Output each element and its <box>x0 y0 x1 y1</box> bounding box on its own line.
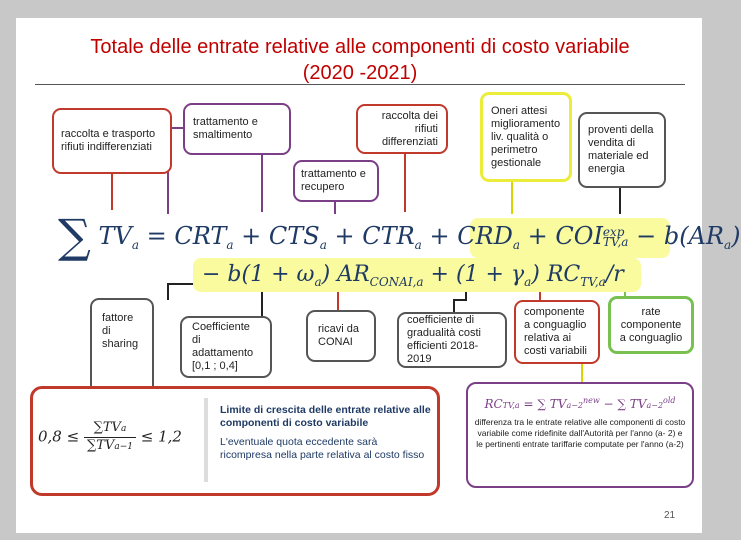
box-differenza <box>466 382 694 488</box>
formula-line-1: ∑ $TV_a = CRT_a + CTS_a + CTR_a + CRD_a$ + COI exp TV,a − $b(AR_a)$ <box>58 209 741 263</box>
page-number: 21 <box>664 510 676 521</box>
box-coefficiente-adattamento <box>180 316 272 378</box>
box-coefficiente-gradualita <box>397 312 507 368</box>
formula-line-2: − $b(1 + \omega_a)$ $AR_{CONAI,a} + (1 + \gamma_a)$ $RC_{TV,a}/r$ <box>202 262 624 289</box>
box-label: rate componente a conguaglio <box>619 305 683 344</box>
box-oneri-attesi <box>480 92 572 182</box>
box-trattamento-smaltimento <box>183 103 291 155</box>
box-label: fattore di sharing <box>102 312 139 350</box>
box-label: trattamento e smaltimento <box>193 116 258 141</box>
box-label: ricavi da CONAI <box>318 323 359 348</box>
diff-description: differenza tra le entrate relative alle componenti di costo variabile come ridefinite dall'Autorità per l'anno (a- 2) e le pertinenti entrate tariffarie computate per l'anno (a-2) <box>474 417 686 449</box>
box-raccolta-differenziati <box>356 104 448 154</box>
box-label: coefficiente di gradualità costi efficienti 2018-2019 <box>407 314 481 365</box>
limit-box-separator <box>204 398 208 482</box>
box-trattamento-recupero <box>293 160 379 202</box>
box-label: Oneri attesi miglioramento liv. qualità o perimetro gestionale <box>491 104 561 169</box>
limit-upper-bound: ≤ 1,2 <box>140 427 182 446</box>
rc-formula: RCTV,a = ∑ $TVa-2^{new}$ − ∑ $TVa-2^{old}$ <box>484 396 676 411</box>
box-label: trattamento e recupero <box>301 168 366 193</box>
box-ricavi-conai <box>306 310 376 362</box>
box-label: componente a conguaglio relativa ai costi variabili <box>524 306 587 357</box>
slide-title-line2: (2020 -2021) <box>302 62 418 84</box>
box-label: proventi della vendita di materiale ed energia <box>588 124 654 175</box>
limit-lower-bound: 0,8 ≤ <box>38 427 80 446</box>
limit-formula: 0,8 ≤ ∑TVa ∑TVa−1 ≤ 1,2 <box>38 420 182 453</box>
box-label: Coefficiente di adattamento [0,1 ; 0,4] <box>192 321 254 372</box>
limit-note: L'eventuale quota eccedente sarà ricompresa nella parte relativa al costo fisso <box>220 436 425 461</box>
box-raccolta-trasporto <box>52 108 172 174</box>
box-proventi <box>578 112 666 188</box>
box-label: raccolta dei rifiuti differenziati <box>381 109 438 148</box>
box-componente-conguaglio-costi <box>514 300 600 364</box>
limit-heading: Limite di crescita delle entrate relative alle componenti di costo variabile <box>220 404 431 429</box>
box-rate-componente <box>608 296 694 354</box>
slide-title-line1: Totale delle entrate relative alle componenti di costo variabile <box>90 36 630 58</box>
box-label: raccolta e trasporto rifiuti indifferenziati <box>61 128 156 153</box>
